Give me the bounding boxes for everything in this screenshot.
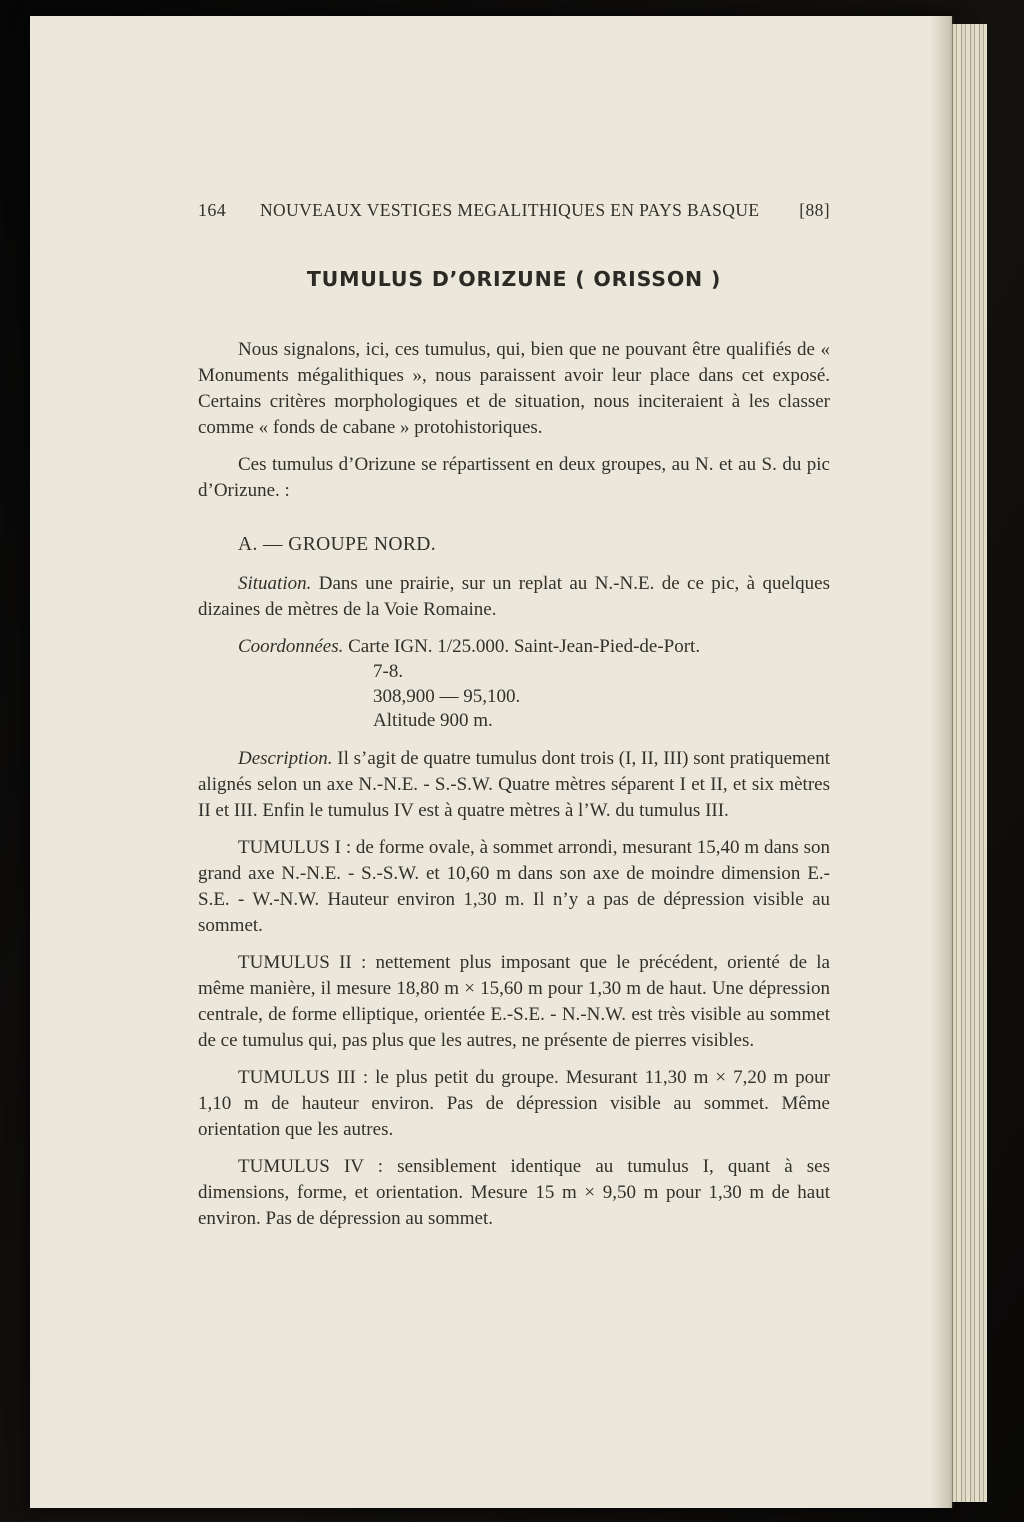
- tumulus-4-text: : sensiblement identique au tumulus I, quant à ses dimensions, forme, et orientation. Mesure 15 m × 9,50 m pour 1,30 m de haut environ. Pas de dépression au sommet.: [198, 1155, 831, 1229]
- coordinates-line: [198, 634, 830, 660]
- tumulus-2-label: TUMULUS II: [238, 951, 352, 973]
- paragraph-tumulus-1: [198, 835, 830, 939]
- tumulus-4-label: TUMULUS IV: [238, 1155, 364, 1177]
- running-header: [198, 200, 830, 221]
- coordinates-label: Coordonnées.: [238, 636, 344, 657]
- tumulus-1-text: : de forme ovale, à sommet arrondi, mesurant 15,40 m dans son grand axe N.-N.E. - S.-S.W. et 10,60 m dans son axe de moindre dimension E.-S.E. - W.-N.W. Hauteur environ 1,30 m. Il n’y a pas de dépression visible au sommet.: [198, 836, 830, 936]
- page-gutter-shadow: [930, 16, 954, 1508]
- coordinates-altitude: Altitude 900 m.: [373, 710, 493, 731]
- paragraph-situation: [198, 571, 830, 623]
- paragraph-intro: Nous signalons, ici, ces tumulus, qui, bien que ne pouvant être qualifiés de « Monuments mégalithiques », nous paraissent avoir leur place dans cet exposé. Certains critères morphologiques et de situation, nous inciteraient à les classer comme « fonds de cabane » protohistoriques.: [198, 339, 830, 438]
- description-label: Description.: [238, 747, 333, 769]
- tumulus-3-label: TUMULUS III: [238, 1066, 356, 1088]
- tumulus-2-text: : nettement plus imposant que le précédent, orienté de la même manière, il mesure 18,80 m × 15,60 m pour 1,30 m de haut. Une dépression centrale, de forme elliptique, orientée E.-S.E. - N.-N.W. est très visible au sommet de ce tumulus qui, pas plus que les autres, ne présente de pierres visibles.: [198, 951, 830, 1051]
- article-title: TUMULUS D’ORIZUNE ( ORISSON ): [306, 267, 722, 291]
- coordinates-text: Carte IGN. 1/25.000. Saint-Jean-Pied-de-Port.: [343, 636, 701, 657]
- coordinates-block: [198, 634, 830, 734]
- page-edge-stack: [952, 24, 987, 1502]
- paragraph-groups: Ces tumulus d’Orizune se répartissent en deux groupes, au N. et au S. du pic d’Orizune. :: [198, 454, 830, 501]
- tumulus-3-text: : le plus petit du groupe. Mesurant 11,30 m × 7,20 m pour 1,10 m de hauteur environ. Pas de dépression visible au sommet. Même orientation que les autres.: [198, 1066, 830, 1140]
- book-page: [30, 16, 952, 1508]
- page-number: 164: [198, 200, 227, 220]
- running-title: NOUVEAUX VESTIGES MEGALITHIQUES EN PAYS BASQUE: [259, 200, 760, 220]
- page-content: [198, 200, 830, 1243]
- paragraph-tumulus-2: [198, 950, 830, 1054]
- issue-reference: [88]: [799, 200, 830, 220]
- coordinates-map-sheet: 7-8.: [373, 661, 404, 682]
- situation-label: Situation.: [238, 573, 312, 594]
- coordinates-sublines: [373, 660, 830, 734]
- section-heading-groupe-nord: A. — GROUPE NORD.: [238, 534, 437, 555]
- tumulus-1-label: TUMULUS I: [238, 836, 341, 858]
- description-text: Il s’agit de quatre tumulus dont trois (I, II, III) sont pratiquement alignés selon un axe N.-N.E. - S.-S.W. Quatre mètres séparent I et II, et six mètres II et III. Enfin le tumulus IV est à quatre mètres à l’W. du tumulus III.: [198, 747, 830, 821]
- paragraph-description: [198, 746, 830, 824]
- situation-text: Dans une prairie, sur un replat au N.-N.E. de ce pic, à quelques dizaines de mètres de la Voie Romaine.: [198, 573, 830, 620]
- coordinates-grid: 308,900 — 95,100.: [373, 685, 521, 707]
- paragraph-tumulus-3: [198, 1065, 830, 1143]
- paragraph-tumulus-4: [198, 1154, 830, 1232]
